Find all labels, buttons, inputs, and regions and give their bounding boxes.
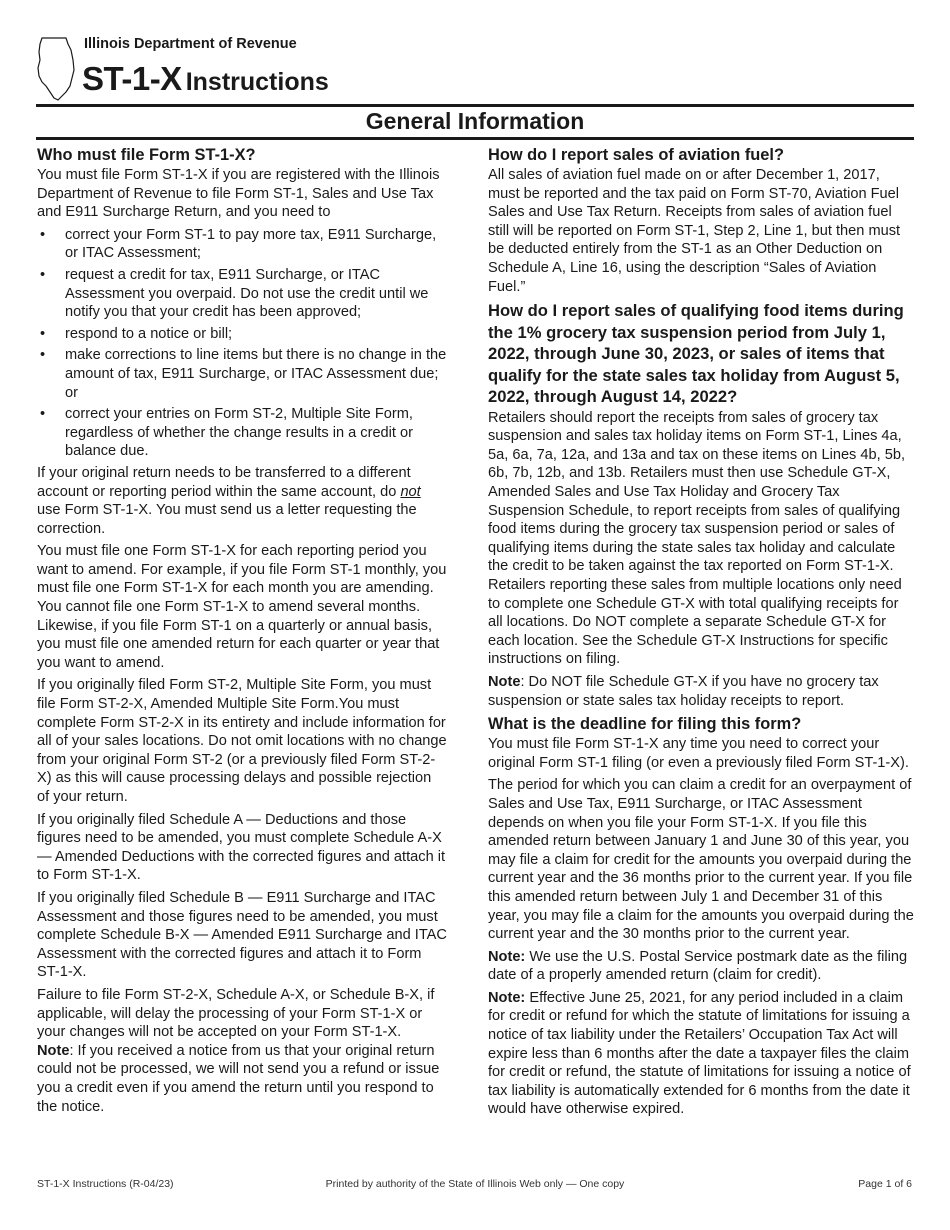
agency-name: Illinois Department of Revenue [84, 36, 297, 52]
left-column [37, 145, 447, 1120]
paragraph-note-postmark [488, 948, 914, 985]
note-text: : Do NOT file Schedule GT-X if you have no grocery tax suspension or state sales tax holiday receipts to report. [488, 673, 879, 709]
paragraph-failure [37, 986, 447, 1116]
note-label: Note: [488, 989, 526, 1006]
heading-aviation-fuel: How do I report sales of aviation fuel? [488, 146, 784, 164]
paragraph-transfer [37, 464, 447, 538]
failure-text: Failure to file Form ST-2-X, Schedule A-X, or Schedule B-X, if applicable, will delay the processing of your Form ST-1-X or your changes will not be accepted on your Form ST-1-X. [37, 986, 435, 1041]
form-title-word: Instructions [185, 68, 329, 96]
note-text: We use the U.S. Postal Service postmark date as the filing date of a properly amended return (claim for credit). [488, 948, 908, 984]
footer-form-revision: ST-1-X Instructions (R-04/23) [37, 1178, 174, 1190]
footer-printed-by: Printed by authority of the State of Illinois Web only — One copy [325, 1178, 625, 1190]
paragraph-st2: If you originally filed Form ST-2, Multiple Site Form, you must file Form ST-2-X, Amended Multiple Site Form.You must complete Form ST-2-X in its entirety and include information for all of your sales locations. Do not omit locations with no change from your original Form ST-2 (or a previously filed Form ST-2-X) as this will cause processing delays and possible rejection of your return. [37, 677, 447, 805]
section-title: General Information [365, 108, 585, 134]
header-rule-bottom [36, 137, 914, 140]
heading-who-must-file: Who must file Form ST-1-X? [37, 146, 256, 164]
page-title [82, 60, 329, 98]
paragraph-schedule-a: If you originally filed Schedule A — Deductions and those figures need to be amended, you must complete Schedule A-X — Amended Deductions with the corrected figures and attach it to Form ST-1-X. [37, 811, 446, 884]
note-label: Note: [488, 948, 526, 965]
heading-food-items: How do I report sales of qualifying food items during the 1% grocery tax suspension period from July 1, 2022, through June 30, 2023, or sales of items that qualify for the state sales tax holiday from August 5, 2022, through August 14, 2022? [488, 301, 904, 407]
paragraph-deadline: You must file Form ST-1-X any time you need to correct your original Form ST-1 filing (or even a previously filed Form ST-1-X). [488, 736, 909, 771]
note-label: Note [488, 673, 521, 690]
paragraph-food-items: Retailers should report the receipts from sales of grocery tax suspension and sales tax holiday items on Form ST-1, Lines 4a, 5a, 6a, 7a, 12a, and 13a and tax on these items on Lines 4b, 5b, 6b, 7b, 12b, and 13b. Retailers must then use Schedule GT-X, Amended Sales and Use Tax Holiday and Grocery Tax Suspension Schedule, to report receipts from sales of qualifying food items during the grocery tax suspension period or sales of qualifying items during the state sales tax holiday and calculate the credit to be taken against the tax reported on Form ST-1-X. Retailers reporting these sales from multiple locations only need to complete one Schedule GT-X with total qualifying receipts for all locations. Do NOT complete a separate Schedule GT-X for each location. See the Schedule GT-X Instructions for specific instructions on filing. [488, 409, 906, 668]
right-column [488, 145, 914, 1123]
paragraph-credit-period: The period for which you can claim a credit for an overpayment of Sales and Use Tax, E911 Surcharge, or ITAC Assessment depends on when you file your Form ST-1-X. If you file this amended return between January 1 and June 30 of this year, you may file a claim for credit for the amounts you overpaid during the current year and the 36 months prior to the current year. If you file this amended return between July 1 and December 31 of this year, you may file a claim for the amounts you overpaid during the current year and the 30 months prior to the current year. [488, 777, 914, 943]
paragraph-schedule-b: If you originally filed Schedule B — E911 Surcharge and ITAC Assessment and those figures need to be amended, you must complete Schedule B-X — Amended E911 Surcharge and ITAC Assessment with the corrected figures and attach it to Form ST-1-X. [37, 889, 447, 981]
document-header [36, 32, 914, 104]
header-rule-top [36, 104, 914, 107]
list-item: • request a credit for tax, E911 Surcharge, or ITAC Assessment you overpaid. Do not use the credit until we notify you that your credit has been approved; [37, 266, 447, 322]
list-item: • correct your entries on Form ST-2, Multiple Site Form, regardless of whether the change results in a credit or balance due. [37, 405, 447, 461]
footer-page-number: Page 1 of 6 [858, 1178, 912, 1190]
paragraph-note-statute [488, 989, 914, 1119]
list-item: • make corrections to line items but there is no change in the amount of tax, E911 Surcharge, or ITAC Assessment due; or [37, 346, 447, 402]
paragraph-aviation-fuel: All sales of aviation fuel made on or after December 1, 2017, must be reported and the tax paid on Form ST-70, Aviation Fuel Sales and Use Tax Return. Receipts from sales of aviation fuel still will be reported on Form ST-1, Step 2, Line 1, but then must be deducted entirely from the ST-1 as an Other Deduction on Schedule A, Line 16, using the description “Sales of Aviation Fuel.” [488, 167, 901, 295]
list-item: • respond to a notice or bill; [37, 325, 447, 344]
transfer-text-b: use Form ST-1-X. You must send us a letter requesting the correction. [37, 502, 417, 537]
paragraph-each-period: You must file one Form ST-1-X for each reporting period you want to amend. For example, if you file Form ST-1 monthly, you must file one Form ST-1-X for each month you are amending. You cannot file one Form ST-1-X to amend several months. Likewise, if you file Form ST-1 on a quarterly or annual basis, you must file one amended return for each quarter or year that you want to amend. [37, 543, 447, 671]
transfer-text-a: If your original return needs to be transferred to a different account or reporting period within the same account, do [37, 464, 411, 500]
note-text: Effective June 25, 2021, for any period included in a claim for credit or refund for which the statute of limitations for issuing a notice of tax liability under the Retailers’ Occupation Tax Act will expire less than 6 months after the date a taxpayer files the claim for credit or refund, the statute of limitations for issuing a notice of tax liability is automatically extended for 6 months from the date it would have otherwise expired. [488, 989, 911, 1118]
list-item: • correct your Form ST-1 to pay more tax, E911 Surcharge, or ITAC Assessment; [37, 226, 447, 263]
paragraph-who-must-file: You must file Form ST-1-X if you are registered with the Illinois Department of Revenue to file Form ST-1, Sales and Use Tax and E911 Surcharge Return, and you need to [37, 167, 440, 221]
note-text: : If you received a notice from us that your original return could not be processed, we will not send you a refund or issue you a credit even if you amend the return until you respond to the notice. [37, 1042, 440, 1115]
note-label: Note [37, 1042, 70, 1059]
transfer-emphasis: not [400, 483, 421, 500]
illinois-state-outline-icon [36, 36, 80, 102]
filing-reasons-list [37, 226, 447, 461]
heading-deadline: What is the deadline for filing this form? [488, 715, 802, 734]
form-number: ST-1-X [82, 60, 182, 97]
paragraph-note-gtx [488, 673, 914, 710]
